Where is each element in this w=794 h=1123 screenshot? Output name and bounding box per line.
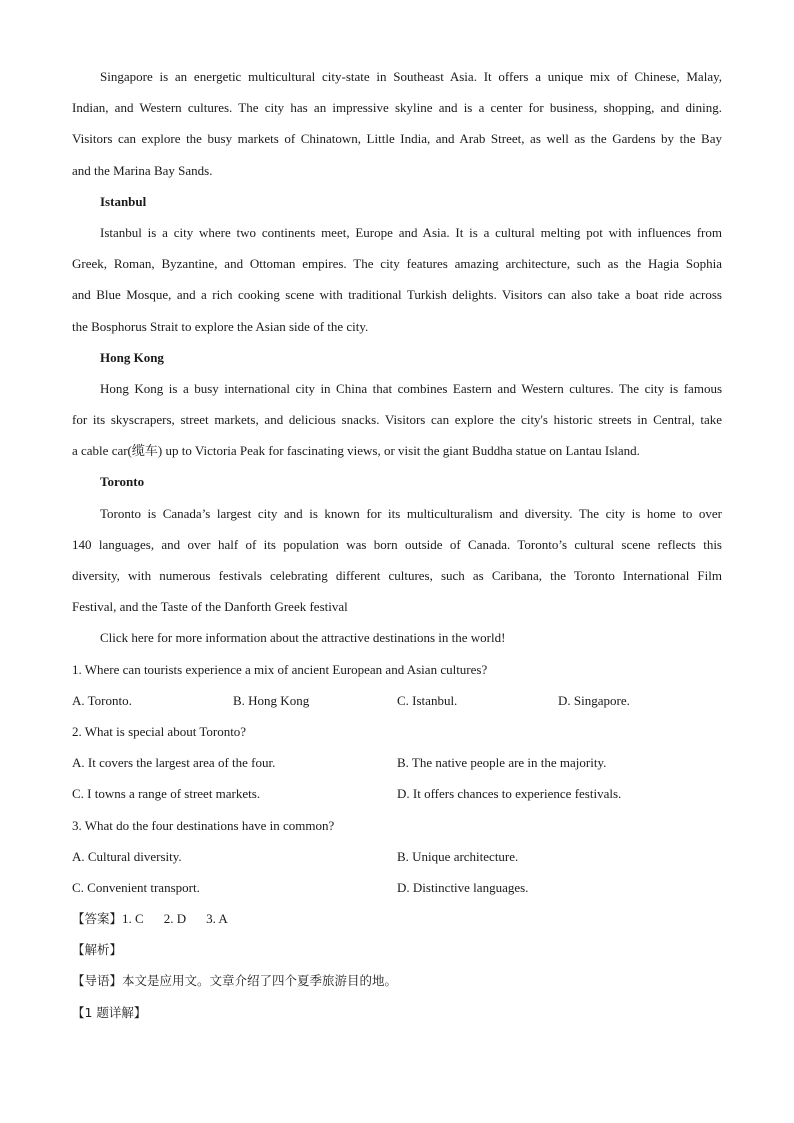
- q2-option-d: D. It offers chances to experience festivals.: [397, 786, 622, 802]
- answer-3: 3. A: [206, 911, 228, 927]
- q3-option-a: A. Cultural diversity.: [72, 848, 182, 864]
- guide-line: [72, 965, 722, 996]
- guide-label: 【导语】: [72, 973, 123, 989]
- q3-option-d: D. Distinctive languages.: [397, 879, 529, 895]
- q2-option-b: B. The native people are in the majority.: [397, 755, 607, 771]
- question-1-stem: 1. Where can tourists experience a mix of ancient European and Asian cultures?: [72, 661, 488, 677]
- toronto-line-2: 140 languages, and over half of its population was born outside of Canada. Toronto’s cultural scene reflects this: [72, 536, 722, 552]
- question-3-options-row-1: [72, 841, 722, 872]
- answer-2: 2. D: [163, 911, 187, 927]
- istanbul-heading: Istanbul: [100, 193, 147, 209]
- toronto-line-3: diversity, with numerous festivals celebrating different cultures, such as Caribana, the Toronto International Film: [72, 568, 722, 583]
- q3-option-c: C. Convenient transport.: [72, 879, 200, 895]
- question-2-options-row-2: [72, 778, 722, 809]
- toronto-line-1: Toronto is Canada’s largest city and is known for its multiculturalism and diversity. The city is home to over: [100, 505, 722, 521]
- istanbul-line-3: and Blue Mosque, and a rich cooking scene with traditional Turkish delights. Visitors can also take a boat ride across: [72, 287, 722, 303]
- question-1-options: [72, 685, 722, 716]
- hongkong-line-2: for its skyscrapers, street markets, and delicious snacks. Visitors can explore the city's historic streets in Central, take: [72, 412, 722, 428]
- answer-key: [72, 903, 722, 934]
- istanbul-line-4: the Bosphorus Strait to explore the Asian side of the city.: [72, 318, 369, 334]
- q1-option-c: C. Istanbul.: [397, 692, 458, 708]
- istanbul-line-1: Istanbul is a city where two continents meet, Europe and Asia. It is a cultural melting pot with influences from: [100, 224, 722, 240]
- hongkong-line-3: a cable car(缆车) up to Victoria Peak for fascinating views, or visit the giant Buddha statue on Lantau Island.: [72, 443, 640, 459]
- answer-label: 【答案】: [72, 911, 123, 927]
- hongkong-line-1: Hong Kong is a busy international city in China that combines Eastern and Western cultures. The city is famous: [100, 380, 722, 396]
- analysis-label: 【解析】: [72, 942, 123, 958]
- answer-1: 1. C: [122, 911, 144, 927]
- singapore-line-3: Visitors can explore the busy markets of Chinatown, Little India, and Arab Street, as well as the Gardens by the Bay: [72, 131, 722, 147]
- istanbul-line-2: Greek, Roman, Byzantine, and Ottoman empires. The city features amazing architecture, such as the Hagia Sophia: [72, 256, 722, 272]
- document-content: [72, 61, 722, 1028]
- q1-option-b: B. Hong Kong: [233, 692, 310, 708]
- toronto-heading: Toronto: [100, 474, 145, 490]
- question-2-stem: 2. What is special about Toronto?: [72, 723, 247, 739]
- singapore-line-1: Singapore is an energetic multicultural city-state in Southeast Asia. It offers a unique mix of Chinese, Malay,: [100, 69, 722, 84]
- singapore-line-2: Indian, and Western cultures. The city has an impressive skyline and is a center for business, shopping, and dining.: [72, 100, 722, 116]
- question-3-options-row-2: [72, 872, 722, 903]
- hongkong-heading: Hong Kong: [100, 349, 164, 365]
- question-3-stem: 3. What do the four destinations have in common?: [72, 817, 335, 833]
- question-2-options-row-1: [72, 747, 722, 778]
- guide-text: 本文是应用文。文章介绍了四个夏季旅游目的地。: [122, 973, 398, 989]
- q1-option-a: A. Toronto.: [72, 692, 132, 708]
- singapore-line-4: and the Marina Bay Sands.: [72, 162, 213, 178]
- click-here-line: Click here for more information about the attractive destinations in the world!: [100, 630, 506, 646]
- toronto-line-4: Festival, and the Taste of the Danforth Greek festival: [72, 599, 348, 615]
- detail-label: 【1 题详解】: [72, 1004, 147, 1020]
- q1-option-d: D. Singapore.: [558, 692, 630, 708]
- q2-option-c: C. I towns a range of street markets.: [72, 786, 261, 802]
- q3-option-b: B. Unique architecture.: [397, 848, 519, 864]
- q2-option-a: A. It covers the largest area of the four.: [72, 755, 276, 771]
